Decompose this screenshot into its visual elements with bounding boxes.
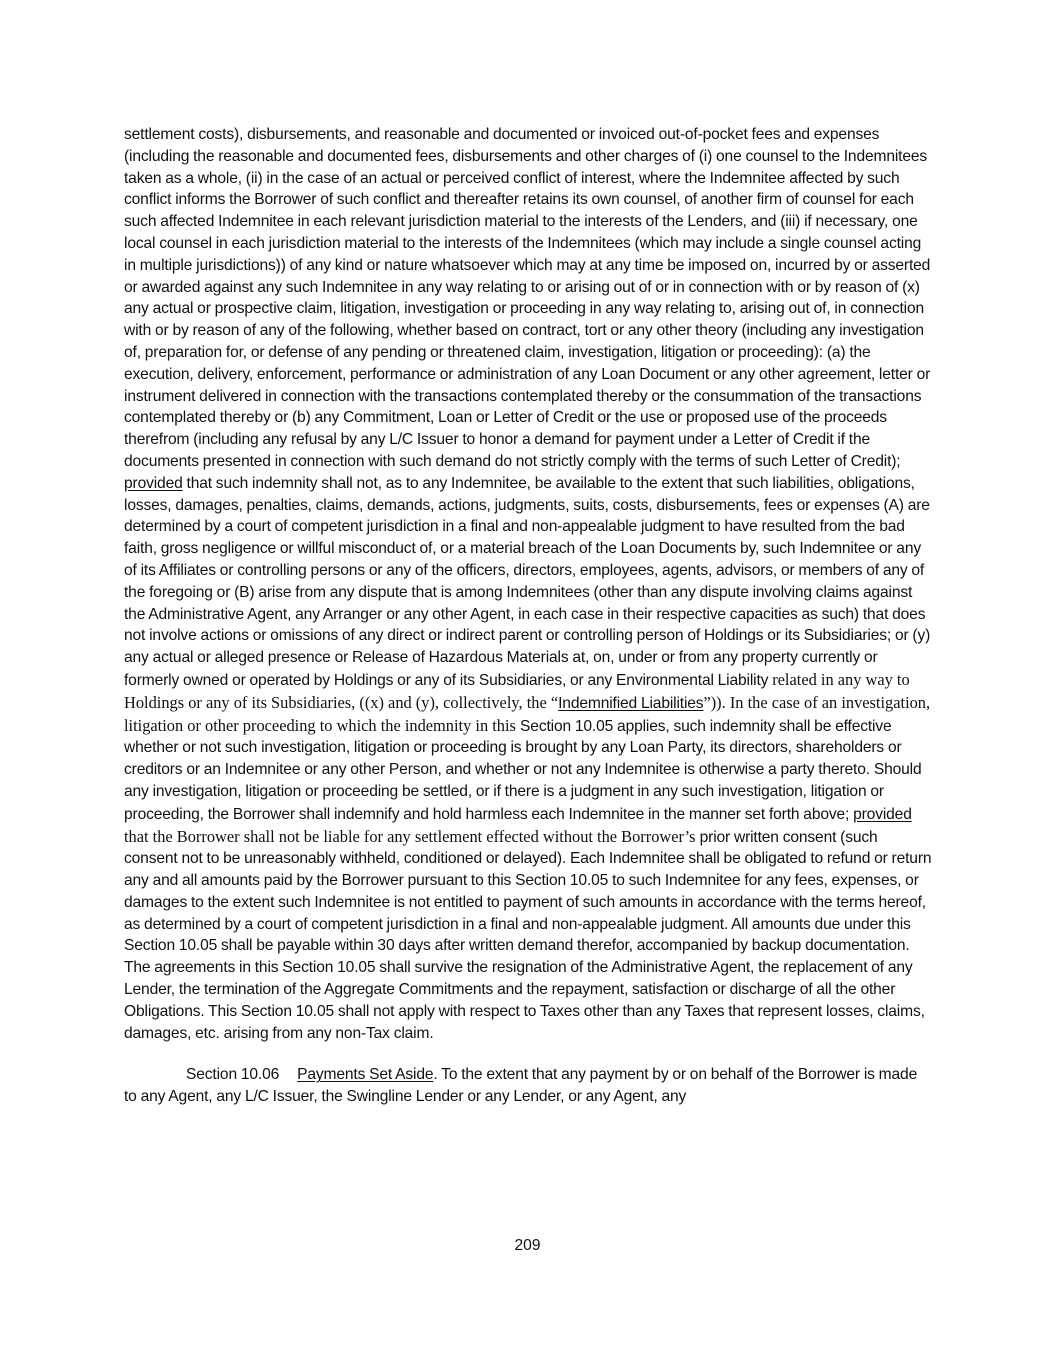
page-number: 209 xyxy=(514,1237,541,1254)
paragraph-text: related in any way to Holdings or any of its Subsidiaries, ((x) and (y), collectively, the “ xyxy=(124,669,910,712)
paragraph-text: Section 10.05 applies, such indemnity shall be effective whether or not such investigation, litigation or proceeding is brought by any Loan Party, its directors, shareholders or creditors or an Indemnitee or any other Person, and whether or not any Indemnitee is otherwise a party thereto. Should any investigation, litigation or proceeding be settled, or if there is a judgment in any such investigation, litigation or proceeding, the Borrower shall indemnify and hold harmless each Indemnitee in the manner set forth above; xyxy=(124,717,922,823)
indemnification-paragraph xyxy=(124,124,932,1044)
paragraph-text: that such indemnity shall not, as to any Indemnitee, be available to the extent that such liabilities, obligations, losses, damages, penalties, claims, demands, actions, judgments, suits, costs, disbursements, fees or expenses (A) are determined by a court of competent jurisdiction in a final and non-appealable judgment to have resulted from the bad faith, gross negligence or willful misconduct of, or a material breach of the Loan Documents by, such Indemnitee or any of its Affiliates or controlling persons or any of the officers, directors, employees, agents, advisors, or members of any of the foregoing or (B) arise from any dispute that is among Indemnitees (other than any dispute involving claims against the Administrative Agent, any Arranger or any other Agent, in each case in their respective capacities as such) that does not involve actions or omissions of any direct or indirect parent or controlling person of Holdings or its Subsidiaries; or (y) any actual or alleged presence or Release of Hazardous Materials at, on, under or from any property currently or formerly owned or operated by Holdings or any of its Subsidiaries, or any Environmental Liability xyxy=(124,474,931,689)
section-number: Section 10.06 xyxy=(186,1066,280,1084)
document-page xyxy=(124,124,932,1108)
paragraph-text: ”)). In the case of an investigation, litigation or other proceeding to which the indemnity in this xyxy=(124,692,931,735)
defined-term-indemnified-liabilities: Indemnified Liabilities xyxy=(558,694,704,712)
section-text: . To the extent that any payment by or on behalf of the Borrower is made to any Agent, any L/C Issuer, the Swingline Lender or any Lender, or any Agent, any xyxy=(124,1066,918,1106)
provided-term: provided xyxy=(124,474,183,492)
provided-term: provided xyxy=(853,805,912,823)
paragraph-text: prior written consent (such consent not to be unreasonably withheld, conditioned or delayed). Each Indemnitee shall be obligated to refund or return any and all amounts paid by the Borrower pursuant to this Section 10.05 to such Indemnitee for any fees, expenses, or damages to the extent such Indemnitee is not entitled to payment of such amounts in accordance with the terms hereof, as determined by a court of competent jurisdiction in a final and non-appealable judgment. All amounts due under this Section 10.05 shall be payable within 30 days after written demand therefor, accompanied by backup documentation. The agreements in this Section 10.05 shall survive the resignation of the Administrative Agent, the replacement of any Lender, the termination of the Aggregate Commitments and the repayment, satisfaction or discharge of all the other Obligations. This Section 10.05 shall not apply with respect to Taxes other than any Taxes that represent losses, claims, damages, etc. arising from any non-Tax claim. xyxy=(124,828,932,1042)
paragraph-text: settlement costs), disbursements, and reasonable and documented or invoiced out-of-pocket fees and expenses (including the reasonable and documented fees, disbursements and other charges of (i) one counsel to the Indemnitees taken as a whole, (ii) in the case of an actual or perceived conflict of interest, where the Indemnitee affected by such conflict informs the Borrower of such conflict and thereafter retains its own counsel, of another firm of counsel for each such affected Indemnitee in each relevant jurisdiction material to the interests of the Lenders, and (iii) if necessary, one local counsel in each jurisdiction material to the interests of the Indemnitees (which may include a single counsel acting in multiple jurisdictions)) of any kind or nature whatsoever which may at any time be imposed on, incurred by or asserted or awarded against any such Indemnitee in any way relating to or arising out of or in connection with or by reason of (x) any actual or prospective claim, litigation, investigation or proceeding in any way relating to, arising out of, in connection with or by reason of any of the following, whether based on contract, tort or any other theory (including any investigation of, preparation for, or defense of any pending or threatened claim, investigation, litigation or proceeding): (a) the execution, delivery, enforcement, performance or administration of any Loan Document or any other agreement, letter or instrument delivered in connection with the transactions contemplated thereby or the consummation of the transactions contemplated thereby or (b) any Commitment, Loan or Letter of Credit or the use or proposed use of the proceeds therefrom (including any refusal by any L/C Issuer to honor a demand for payment under a Letter of Credit if the documents presented in connection with such demand do not strictly comply with the terms of such Letter of Credit); xyxy=(124,126,931,470)
section-10-06-paragraph xyxy=(124,1064,932,1108)
section-heading: Payments Set Aside xyxy=(297,1066,434,1084)
paragraph-text: that the Borrower shall not be liable for any settlement effected without the Borrower’s xyxy=(124,826,700,846)
